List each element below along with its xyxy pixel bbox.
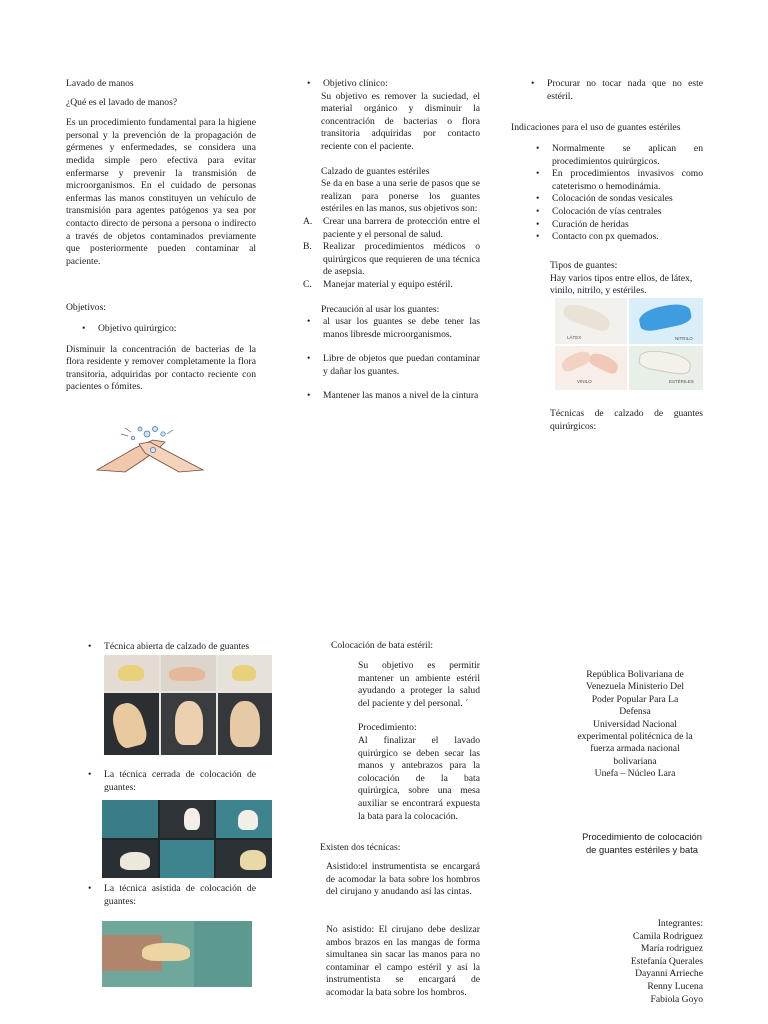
glove-label: NITRILO — [675, 336, 693, 341]
indicaciones-list — [532, 143, 703, 244]
glove-label: LÁTEX — [567, 335, 582, 340]
list-item: • al usar los guantes se debe tener las manos libresde microorganismos. — [303, 316, 480, 341]
procedimiento-text: Al finalizar el lavado quirúrgico se deben secar las manos y antebrazos para la colocación de la bata quirúrgica, sobre una mesa auxiliar se encontrará expuesta la bata para la colocación. — [358, 735, 480, 822]
title-line: de guantes estériles y bata — [585, 843, 699, 855]
list-item: • Mantener las manos a nivel de la cintura — [303, 390, 480, 403]
member-name: Dayanni Arrieche — [635, 968, 703, 980]
calzado-text: Se da en base a una serie de pasos que se realizan para ponerse los guantes estériles en las manos, sus objetivos son: — [321, 178, 480, 215]
asistido-text: Asistido:el instrumentista se encargará de acomodar la bata sobre los hombros del cirujano y anudando así las cintas. — [326, 861, 480, 898]
bata-text: Su objetivo es permitir mantener un ambiente estéril ayudando a proteger la salud del paciente y del personal. ´ — [358, 660, 480, 709]
obj-quirurgico-text: Disminuir la concentración de bacterias de la flora residente y remover completamente la flora transitoria, adquiridas por contacto reciente con pacientes o fómites. — [66, 343, 256, 393]
tipos-text: Hay varios tipos entre ellos, de látex, vinilo, nitrilo, y estériles. — [550, 272, 693, 297]
bata-heading: Colocación de bata estéril: — [331, 640, 434, 651]
section-title-lavado: Lavado de manos — [66, 78, 134, 89]
list-item: C. Manejar material y equipo estéril. — [303, 278, 453, 290]
closed-technique-photo — [102, 800, 272, 878]
list-item: • Técnica abierta de calzado de guantes — [84, 641, 264, 654]
institution-line: Unefa – Núcleo Lara — [594, 768, 676, 780]
institution-line: República Bolivariana de — [586, 669, 684, 680]
list-item: • Colocación de sondas vesicales — [532, 193, 703, 206]
institution-line: Venezuela Ministerio Del — [585, 681, 685, 693]
open-technique-photo — [104, 655, 272, 755]
list-item: • Curación de heridas — [532, 219, 703, 232]
no-asistido-text: No asistido: El cirujano debe deslizar ambos brazos en las mangas de forma simultanea sin sacar las manos para no contaminar el campo estéril y así la instrumentista se encargará de acomodar la bata sobre los hombros. — [326, 924, 480, 998]
title-line: Procedimiento de colocación — [582, 831, 702, 842]
objetivos-label: Objetivos: — [66, 302, 106, 314]
sterile-glove-panel — [629, 346, 703, 390]
existen-heading: Existen dos técnicas: — [320, 842, 401, 853]
list-item: • La técnica cerrada de colocación de guantes: — [84, 769, 256, 794]
calzado-heading: Calzado de guantes estériles — [321, 165, 430, 177]
definition-paragraph: Es un procedimiento fundamental para la higiene personal y la prevención de la propagación de gérmenes y enfermedades, se considera una medida simple pero efectiva para evitar enfermarse y prevenir la transmisión de microorganismos. En el cuidado de personas enfermas las manos constituyen un vehículo de transmisión para agentes patógenos ya sea por contacto directo de persona a persona o indirecto a través de objetos contaminados previamente que posteriormente pueden contaminar al paciente. — [66, 117, 256, 267]
indicaciones-heading: Indicaciones para el uso de guantes estériles — [511, 122, 681, 133]
nitrile-glove-panel — [629, 298, 703, 344]
integrantes-block — [590, 918, 703, 1006]
member-name: Fabiola Goyo — [650, 993, 703, 1005]
list-item: • Colocación de vías centrales — [532, 206, 703, 219]
member-name: María rodriguez — [640, 943, 703, 955]
precaucion-heading: Precaución al usar los guantes: — [321, 303, 440, 315]
document-title — [570, 831, 714, 856]
tipos-heading: Tipos de guantes: — [550, 260, 618, 271]
tipos-block — [550, 260, 705, 298]
tecnicas-heading: Técnicas de calzado de guantes quirúrgicos: — [550, 408, 703, 432]
list-item: • Libre de objetos que puedan contaminar y dañar los guantes. — [303, 353, 480, 378]
tecnica-asistida-heading — [84, 883, 256, 908]
procedimiento-heading: Procedimiento: — [358, 722, 417, 733]
glove-label: VINILO — [577, 379, 592, 384]
question-heading: ¿Qué es el lavado de manos? — [66, 96, 178, 108]
institution-line: Defensa — [619, 706, 651, 718]
obj-clinico-text: Su objetivo es remover la suciedad, el material orgánico y disminuir la concentración de bacterias o flora transitoria adquiridas por contacto reciente con el paciente. — [321, 90, 480, 152]
tecnica-abierta-heading — [84, 641, 264, 654]
list-item: B. Realizar procedimientos médicos o quirúrgicos que requieren de una técnica de asepsia. — [303, 241, 480, 278]
obj-clinico-heading: • Objetivo clínico: — [303, 78, 480, 91]
member-name: Camila Rodriguez — [632, 930, 703, 942]
hands-washing-icon — [95, 420, 205, 475]
latex-glove-panel — [555, 298, 627, 344]
column-1 — [66, 78, 256, 394]
tecnica-cerrada-heading — [84, 769, 256, 794]
procurar-item: • Procurar no tocar nada que no este estéril. — [527, 78, 703, 103]
list-item: • La técnica asistida de colocación de guantes: — [84, 883, 256, 908]
institution-line: bolivariana — [613, 755, 657, 767]
handwashing-illustration — [95, 420, 205, 475]
institution-block — [565, 669, 705, 781]
column-3 — [527, 78, 703, 103]
list-item: • Contacto con px quemados. — [532, 231, 703, 244]
member-name: Renny Lucena — [647, 980, 703, 992]
column-2 — [303, 78, 480, 403]
glove-types-image — [555, 298, 703, 390]
institution-line: Poder Popular Para La — [591, 693, 679, 705]
integrantes-label: Integrantes: — [657, 918, 703, 929]
list-item: A. Crear una barrera de protección entre el paciente y el personal de salud. — [303, 215, 480, 240]
institution-line: fuerza armada nacional — [590, 743, 680, 755]
member-name: Estefanía Querales — [630, 955, 703, 967]
calzado-objectives-list — [303, 216, 480, 292]
institution-line: experimental politécnica de la — [577, 731, 693, 743]
glove-label: ESTÉRILES — [669, 379, 694, 384]
obj-quirurgico-heading: • Objetivo quirúrgico: — [78, 323, 256, 336]
institution-line: Universidad Nacional — [593, 718, 677, 730]
vinyl-glove-panel — [555, 346, 627, 390]
list-item: • Normalmente se aplican en procedimientos quirúrgicos. — [532, 143, 703, 168]
assisted-technique-photo — [102, 921, 252, 987]
list-item: • En procedimientos invasivos como cateterismo o hemodinámia. — [532, 168, 703, 193]
